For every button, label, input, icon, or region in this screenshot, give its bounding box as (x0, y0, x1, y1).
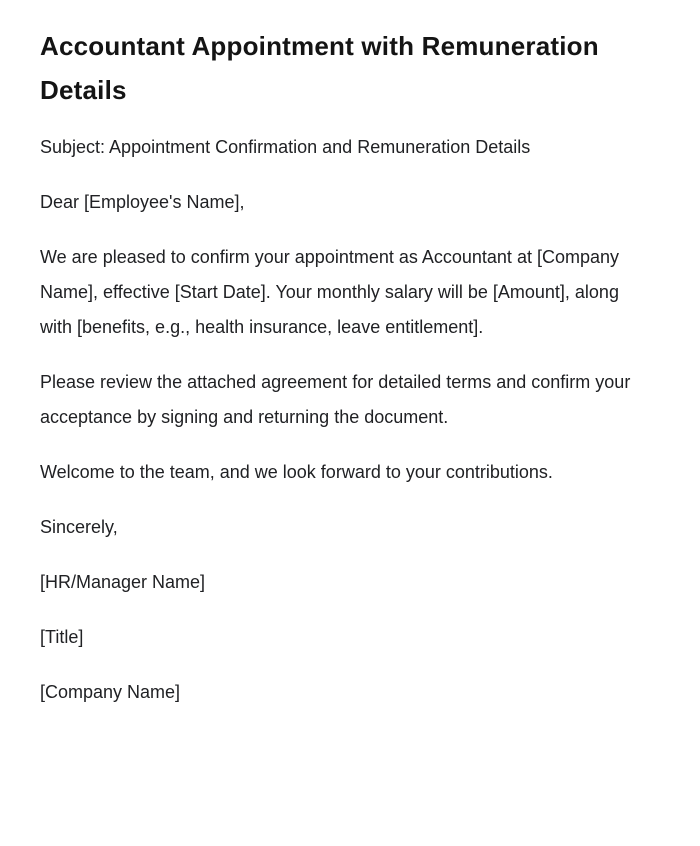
paragraph-body-2: Please review the attached agreement for detailed terms and confirm your acceptance by signing and returning the document. (40, 372, 631, 427)
paragraph-closing: Sincerely, (40, 517, 118, 537)
page-title: Accountant Appointment with Remuneration Details (40, 31, 599, 105)
paragraph-body-1: We are pleased to confirm your appointment as Accountant at [Company Name], effective [Start Date]. Your monthly salary will be [Amount], along with [benefits, e.g., health insurance, leave entitlement]. (40, 247, 619, 337)
paragraph-body-3: Welcome to the team, and we look forward to your contributions. (40, 462, 553, 482)
paragraph-salutation: Dear [Employee's Name], (40, 192, 245, 212)
signature-name: [HR/Manager Name] (40, 572, 206, 592)
paragraph-subject: Subject: Appointment Confirmation and Remuneration Details (40, 137, 531, 157)
signature-company: [Company Name] (40, 682, 181, 702)
signature-title: [Title] (40, 627, 84, 647)
